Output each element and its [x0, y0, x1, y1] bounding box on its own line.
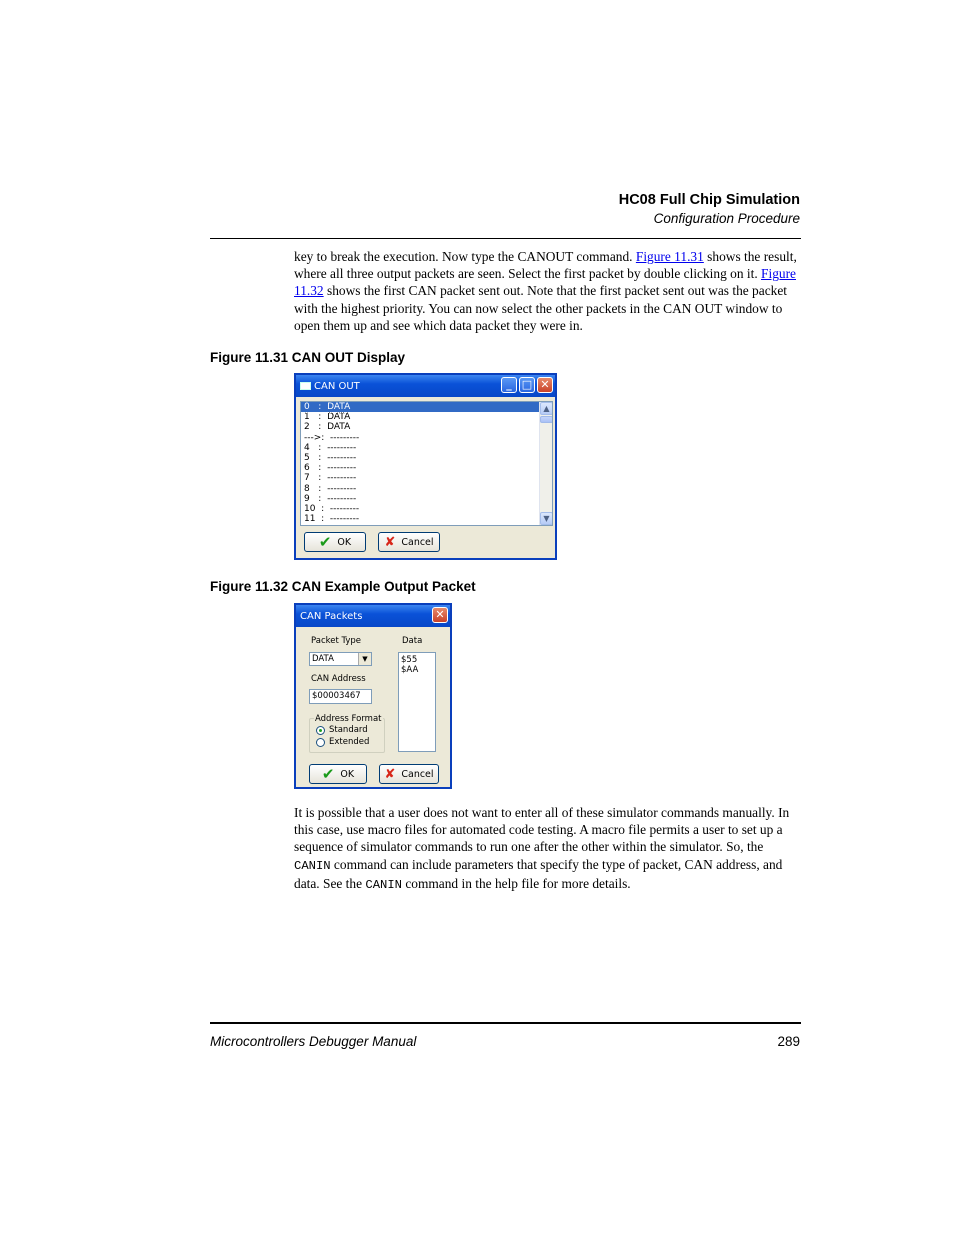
- can-out-titlebar[interactable]: [296, 375, 555, 397]
- running-header-title: HC08 Full Chip Simulation: [618, 192, 800, 208]
- can-packets-window: [294, 603, 452, 789]
- data-textarea[interactable]: [398, 652, 436, 752]
- data-line: $55: [401, 655, 418, 665]
- list-item[interactable]: 9 : ---------: [304, 493, 357, 504]
- intro-text-2: shows the result, where all three output packets are seen. Select the first packet by double clicking on it.: [294, 249, 797, 282]
- chevron-down-icon[interactable]: ▼: [358, 653, 371, 665]
- can-packets-titlebar[interactable]: [296, 605, 450, 627]
- intro-paragraph: [294, 248, 800, 334]
- can-address-label: CAN Address: [311, 674, 366, 684]
- x-mark-icon: ✘: [384, 534, 396, 550]
- ok-button[interactable]: [304, 532, 366, 552]
- window-icon: [300, 382, 311, 390]
- outro-text-2: command can include parameters that specify the type of packet, CAN address, and data. See the: [294, 856, 783, 891]
- ok-label: OK: [340, 768, 355, 780]
- figure-11-31-link[interactable]: Figure 11.31: [635, 249, 704, 264]
- list-item[interactable]: 8 : ---------: [304, 483, 357, 494]
- packet-type-dropdown[interactable]: [309, 652, 372, 666]
- packet-type-label: Packet Type: [311, 636, 362, 646]
- checkmark-icon: ✔: [318, 532, 332, 551]
- list-item[interactable]: --->: ---------: [304, 432, 360, 443]
- packet-type-value: DATA: [312, 654, 334, 664]
- close-icon[interactable]: ✕: [432, 607, 448, 623]
- canin-code-2: CANIN: [365, 877, 402, 892]
- header-rule: [210, 238, 801, 239]
- standard-radio[interactable]: [316, 726, 325, 735]
- cancel-button[interactable]: [378, 532, 440, 552]
- intro-text-3: shows the first CAN packet sent out. Note that the first packet sent out was the packet with the highest priority. You can now select the other packets in the CAN OUT window to open them up and see which data packet they were in.: [294, 283, 787, 333]
- can-out-window: [294, 373, 557, 560]
- list-item[interactable]: 2 : DATA: [304, 422, 351, 433]
- list-item[interactable]: 6 : ---------: [304, 463, 357, 474]
- list-item[interactable]: 0 : DATA: [301, 402, 552, 412]
- list-item[interactable]: 5 : ---------: [304, 452, 357, 463]
- list-item[interactable]: 1 : DATA: [304, 412, 351, 423]
- address-format-label: Address Format: [315, 714, 382, 724]
- scroll-down-icon[interactable]: ▼: [540, 512, 553, 525]
- minimize-icon[interactable]: _: [501, 377, 517, 393]
- data-label: Data: [402, 636, 423, 646]
- cancel-label: Cancel: [401, 536, 434, 548]
- scroll-thumb[interactable]: [540, 416, 553, 423]
- can-address-field[interactable]: [309, 689, 372, 704]
- ok-label: OK: [337, 536, 352, 548]
- footer-rule: [210, 1022, 801, 1024]
- page-number: 289: [777, 1034, 800, 1049]
- listbox-scrollbar[interactable]: [539, 402, 552, 525]
- macro-paragraph: [294, 804, 800, 894]
- extended-radio[interactable]: [316, 738, 325, 747]
- canin-code-1: CANIN: [294, 858, 331, 873]
- extended-label: Extended: [329, 737, 370, 747]
- can-out-rows: [301, 402, 552, 524]
- running-header-subtitle: Configuration Procedure: [653, 211, 800, 226]
- outro-text-3: command in the help file for more details.: [401, 875, 631, 891]
- figure-11-32-caption: Figure 11.32 CAN Example Output Packet: [210, 579, 476, 594]
- cancel-label: Cancel: [401, 768, 434, 780]
- can-out-title: CAN OUT: [314, 380, 360, 392]
- list-item[interactable]: 7 : ---------: [304, 473, 357, 484]
- scroll-up-icon[interactable]: ▲: [540, 402, 553, 415]
- can-address-value: $00003467: [312, 691, 361, 701]
- list-item[interactable]: 4 : ---------: [304, 442, 357, 453]
- list-item[interactable]: 11 : ---------: [304, 514, 360, 525]
- close-icon[interactable]: ✕: [537, 377, 553, 393]
- maximize-icon[interactable]: □: [519, 377, 535, 393]
- standard-label: Standard: [329, 725, 368, 735]
- list-item[interactable]: 10 : ---------: [304, 503, 360, 514]
- can-out-listbox[interactable]: [300, 401, 553, 526]
- checkmark-icon: ✔: [321, 764, 335, 783]
- figure-11-31-caption: Figure 11.31 CAN OUT Display: [210, 350, 406, 365]
- data-line: $AA: [401, 665, 419, 675]
- footer-manual-title: Microcontrollers Debugger Manual: [210, 1034, 417, 1049]
- outro-text-1: It is possible that a user does not want to enter all of these simulator commands manually. In this case, use macro files for automated code testing. A macro file permits a user to set up a sequence of simulator commands to run one after the other within the simulator. So, the: [294, 805, 790, 855]
- figure-11-32-link[interactable]: Figure 11.32: [294, 266, 796, 299]
- ok-button[interactable]: [309, 764, 367, 784]
- cancel-button[interactable]: [379, 764, 439, 784]
- can-packets-title: CAN Packets: [300, 610, 363, 622]
- intro-text-1: key to break the execution. Now type the CANOUT command.: [294, 249, 636, 264]
- x-mark-icon: ✘: [384, 766, 396, 782]
